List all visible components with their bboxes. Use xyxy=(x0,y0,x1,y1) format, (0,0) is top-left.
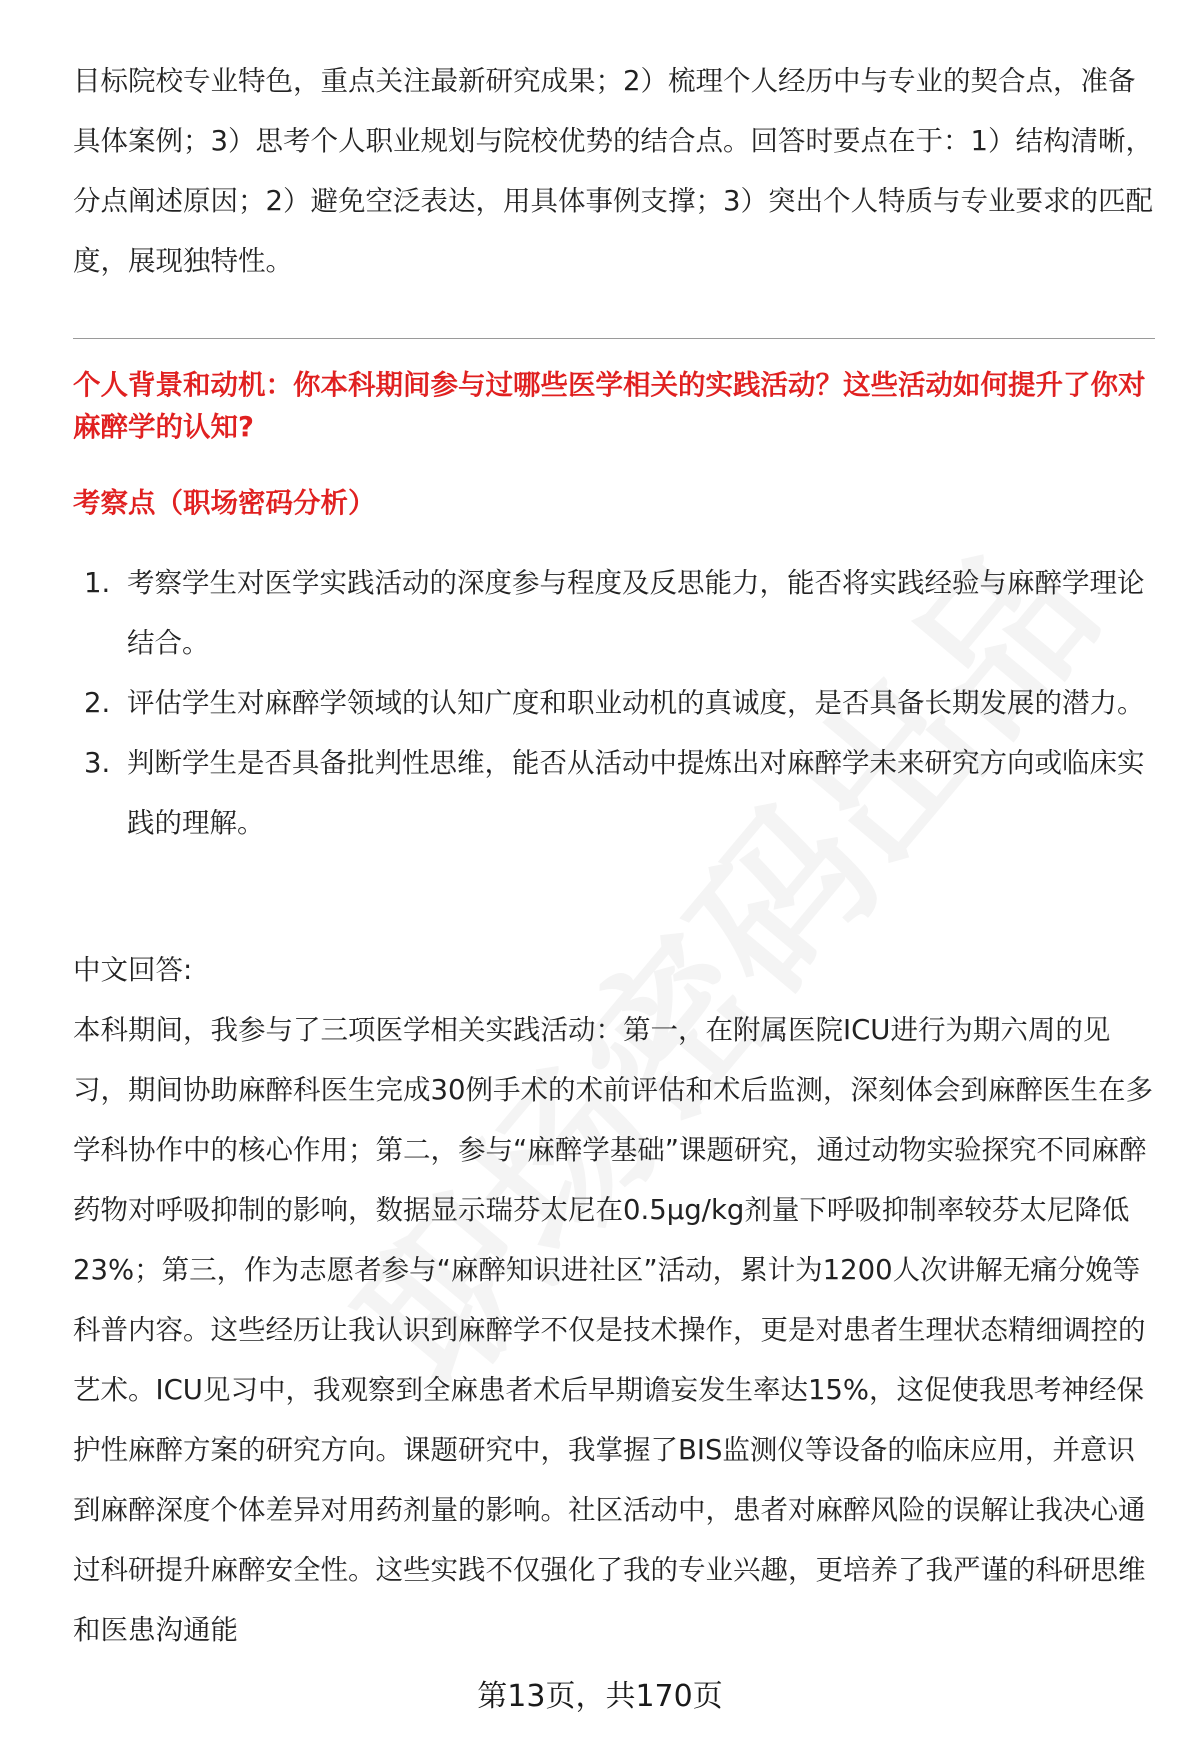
list-item-number: 1. xyxy=(84,567,111,599)
section-title: 考察点（职场密码分析） xyxy=(73,487,376,519)
list-item xyxy=(73,553,1163,673)
list-item-text: 评估学生对麻醉学领域的认知广度和职业动机的真诚度，是否具备长期发展的潜力。 xyxy=(127,687,1145,719)
page-footer: 第13页，共170页 xyxy=(477,1679,723,1714)
list-item-number: 3. xyxy=(84,747,111,779)
list-item-text: 考察学生对医学实践活动的深度参与程度及反思能力，能否将实践经验与麻醉学理论结合。 xyxy=(127,567,1145,659)
answer-label: 中文回答: xyxy=(73,954,193,986)
list-item xyxy=(73,673,1163,733)
intro-paragraph: 目标院校专业特色，重点关注最新研究成果；2）梳理个人经历中与专业的契合点，准备具体案例；3）思考个人职业规划与院校优势的结合点。回答时要点在于：1）结构清晰，分点阐述原因；2）避免空泛表达，用具体事例支撑；3）突出个人特质与专业要求的匹配度，展现独特性。 xyxy=(73,65,1153,277)
list-item-number: 2. xyxy=(84,687,111,719)
assessment-points-list xyxy=(73,553,1163,853)
list-item xyxy=(73,733,1163,853)
answer-paragraph: 本科期间，我参与了三项医学相关实践活动：第一，在附属医院ICU进行为期六周的见习，期间协助麻醉科医生完成30例手术的术前评估和术后监测，深刻体会到麻醉医生在多学科协作中的核心作用；第二，参与“麻醉学基础”课题研究，通过动物实验探究不同麻醉药物对呼吸抑制的影响，数据显示瑞芬太尼在0.5μg/kg剂量下呼吸抑制率较芬太尼降低23%；第三，作为志愿者参与“麻醉知识进社区”活动，累计为1200人次讲解无痛分娩等科普内容。这些经历让我认识到麻醉学不仅是技术操作，更是对患者生理状态精细调控的艺术。ICU见习中，我观察到全麻患者术后早期谵妄发生率达15%，这促使我思考神经保护性麻醉方案的研究方向。课题研究中，我掌握了BIS监测仪等设备的临床应用，并意识到麻醉深度个体差异对用药剂量的影响。社区活动中，患者对麻醉风险的误解让我决心通过科研提升麻醉安全性。这些实践不仅强化了我的专业兴趣，更培养了我严谨的科研思维和医患沟通能 xyxy=(73,1014,1153,1646)
section-divider xyxy=(73,338,1155,339)
question-heading: 个人背景和动机：你本科期间参与过哪些医学相关的实践活动？这些活动如何提升了你对麻醉学的认知? xyxy=(73,369,1146,443)
list-item-text: 判断学生是否具备批判性思维，能否从活动中提炼出对麻醉学未来研究方向或临床实践的理解。 xyxy=(127,747,1145,839)
